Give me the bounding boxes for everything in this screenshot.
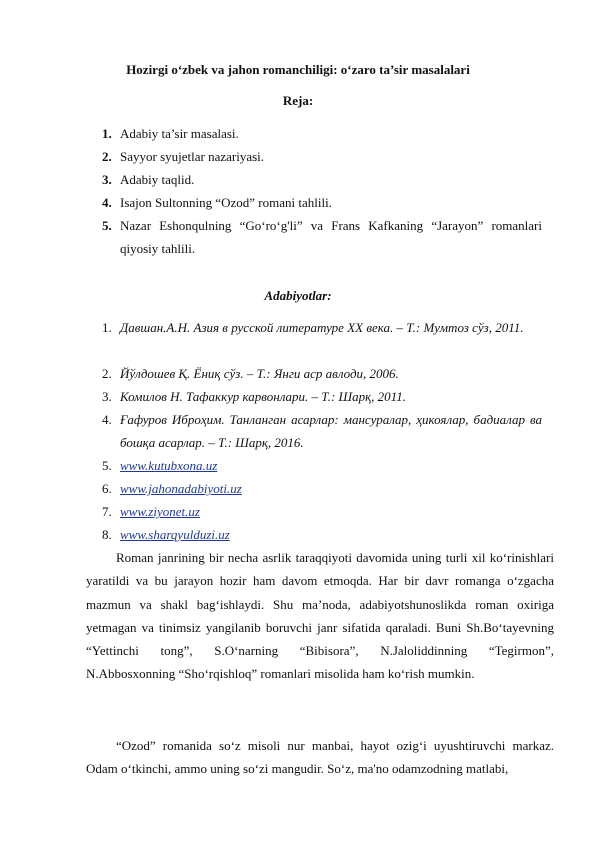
- plan-item: [102, 168, 542, 191]
- plan-item-number: 5.: [102, 218, 112, 233]
- reference-number: 6.: [102, 481, 112, 496]
- reference-number: 7.: [102, 504, 112, 519]
- reference-link[interactable]: www.jahonadabiyoti.uz: [120, 481, 242, 496]
- reference-text: Йўлдошев Қ. Ёниқ сўз. – Т.: Янги аср авлоди, 2006.: [120, 366, 399, 381]
- document-title: Hozirgi o‘zbek va jahon romanchiligi: o‘zaro ta’sir masalalari: [126, 62, 470, 77]
- plan-item-number: 2.: [102, 149, 112, 164]
- reference-item: [102, 500, 542, 523]
- reference-number: 1.: [102, 320, 112, 335]
- reference-text: Ғафуров Иброҳим. Танланган асарлар: мансуралар, ҳикоялар, бадиалар ва бошқа асарлар. – Т.: Шарқ, 2016.: [120, 412, 542, 450]
- reference-number: 2.: [102, 366, 112, 381]
- paragraph-text: “Ozod” romanida so‘z misoli nur manbai, hayot ozig‘i uyushtiruvchi markaz. Odam o‘tkinchi, ammo uning so‘zi mangudir. So‘z, ma'no odamzodning matlabi,: [86, 738, 554, 777]
- reference-text: Комилов Н. Тафаккур карвонлари. – Т.: Шарқ, 2011.: [120, 389, 406, 404]
- reference-item: [102, 362, 542, 385]
- paragraph-text: Roman janrining bir necha asrlik taraqqiyoti davomida uning turli xil ko‘rinishlari yaratildi va bu jarayon hozir ham davom etmoqda. Har bir davr romanga o‘zgacha mazmun va shakl bag‘ishlaydi. Shu ma’noda, adabiyotshunoslikda roman oxiriga yetmagan va tinimsiz yangilanib boruvchi janr sifatida qaraladi. Buni Sh.Bo‘tayevning “Yettinchi tong”, S.O‘narning “Bibisora”, N.Jaloliddinning “Tegirmon”, N.Abbosxonning “Sho‘rqishloq” romanlari misolida ham ko‘rish mumkin.: [86, 550, 554, 682]
- plan-item-number: 1.: [102, 126, 112, 141]
- reference-number: 3.: [102, 389, 112, 404]
- reference-item: [102, 316, 542, 339]
- plan-item-number: 3.: [102, 172, 112, 187]
- reference-item: [102, 408, 542, 454]
- plan-item: [102, 191, 542, 214]
- reference-number: 4.: [102, 412, 112, 427]
- reference-link[interactable]: www.kutubxona.uz: [120, 458, 218, 473]
- body-paragraph: [86, 546, 554, 686]
- plan-item-text: Nazar Eshonqulning “Go‘ro‘g'li” va Frans Kafkaning “Jarayon” romanlari qiyosiy tahlili.: [120, 218, 542, 256]
- plan-item: [102, 214, 542, 260]
- reference-link[interactable]: www.sharqyulduzi.uz: [120, 527, 230, 542]
- plan-item-number: 4.: [102, 195, 112, 210]
- plan-item-text: Sayyor syujetlar nazariyasi.: [120, 149, 265, 164]
- body-paragraph: [86, 734, 554, 781]
- references-heading: Adabiyotlar:: [264, 288, 332, 303]
- reference-number: 8.: [102, 527, 112, 542]
- reference-item: [102, 385, 542, 408]
- plan-item: [102, 122, 542, 145]
- reference-item: [102, 477, 542, 500]
- plan-item-text: Adabiy ta’sir masalasi.: [120, 126, 239, 141]
- reference-item: [102, 454, 542, 477]
- reference-text: Давшан.А.Н. Азия в русской литературе ХХ века. – Т.: Мумтоз сўз, 2011.: [120, 320, 524, 335]
- reference-link[interactable]: www.ziyonet.uz: [120, 504, 200, 519]
- reference-item: [102, 523, 542, 546]
- plan-item-text: Isajon Sultonning “Ozod” romani tahlili.: [120, 195, 332, 210]
- plan-item: [102, 145, 542, 168]
- reference-number: 5.: [102, 458, 112, 473]
- plan-heading: Reja:: [282, 93, 314, 108]
- plan-item-text: Adabiy taqlid.: [120, 172, 195, 187]
